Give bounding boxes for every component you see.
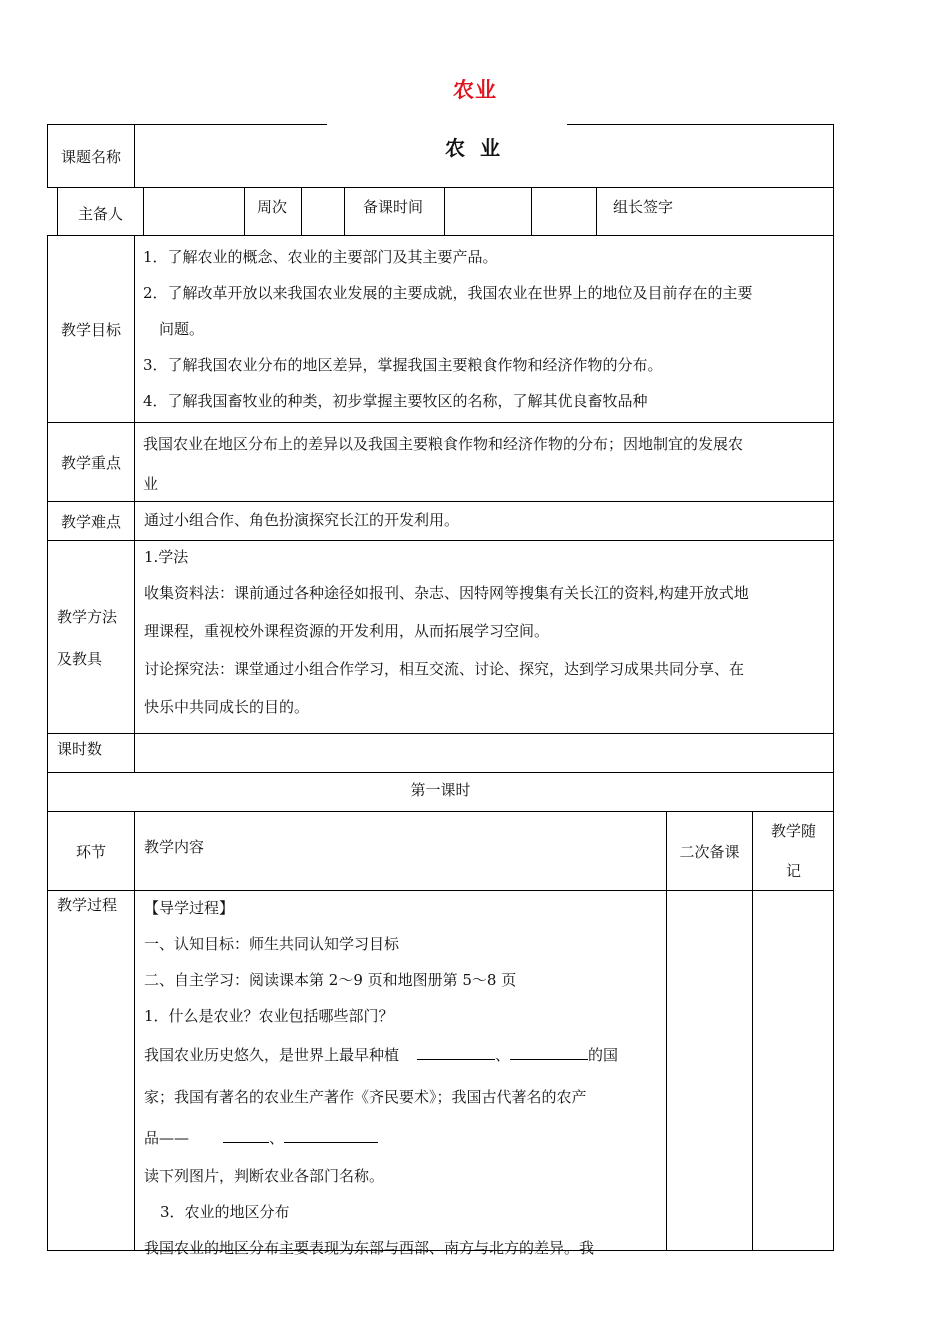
methods-line: 1.学法 xyxy=(144,548,189,566)
objective-item: 3．了解我国农业分布的地区差异，掌握我国主要粮食作物和经济作物的分布。 xyxy=(143,356,663,374)
hours-label: 课时数 xyxy=(57,740,103,758)
process-fill-line xyxy=(144,1034,662,1076)
process-content xyxy=(144,890,662,1266)
process-line: 我国农业的地区分布主要表现为东部与西部、南方与北方的差异。我 xyxy=(144,1239,595,1257)
methods-line: 讨论探究法：课堂通过小组合作学习，相互交流、讨论、探究，达到学习成果共同分享、在 xyxy=(144,660,745,678)
objectives-content xyxy=(135,235,834,423)
table-top-gap xyxy=(327,122,567,126)
answer-blank[interactable] xyxy=(223,1124,269,1143)
key-points-line: 我国农业在地区分布上的差异以及我国主要粮食作物和经济作物的分布；因地制宜的发展农 xyxy=(143,435,744,453)
process-line: 家；我国有著名的农业生产著作《齐民要术》；我国古代著名的农产 xyxy=(144,1088,587,1106)
methods-content xyxy=(144,544,834,726)
preparer-value xyxy=(143,187,245,236)
hours-row xyxy=(47,733,834,773)
process-text: 我国农业历史悠久，是世界上最早种植 xyxy=(144,1046,400,1064)
key-points-content xyxy=(135,420,834,508)
methods-label xyxy=(57,596,117,680)
key-points-label: 教学重点 xyxy=(47,422,135,502)
process-second-prep-cell xyxy=(666,890,753,1251)
topic-label: 课题名称 xyxy=(60,147,121,166)
prep-time-extra xyxy=(531,187,597,236)
prep-time-value xyxy=(444,187,532,236)
column-notes-line: 教学随 xyxy=(770,822,816,840)
topic-value: 农 业 xyxy=(445,136,504,160)
objective-item: 2．了解改革开放以来我国农业发展的主要成就，我国农业在世界上的地位及目前存在的主要 xyxy=(143,284,753,302)
objective-item: 4．了解我国畜牧业的种类，初步掌握主要牧区的名称，了解其优良畜牧品种 xyxy=(143,392,648,410)
difficulty-text: 通过小组合作、角色扮演探究长江的开发利用。 xyxy=(144,511,460,529)
prep-time-label: 备课时间 xyxy=(363,198,424,216)
process-line: 【导学过程】 xyxy=(144,899,235,917)
methods-line: 快乐中共同成长的目的。 xyxy=(144,698,310,716)
column-notes xyxy=(753,811,834,891)
process-text: 、 xyxy=(495,1046,511,1064)
column-content: 教学内容 xyxy=(144,838,205,856)
methods-label-line: 及教具 xyxy=(57,650,103,668)
objective-item: 1．了解农业的概念、农业的主要部门及其主要产品。 xyxy=(143,248,498,266)
process-stage-cell xyxy=(47,890,135,1251)
methods-line: 理课程，重视校外课程资源的开发利用，从而拓展学习空间。 xyxy=(144,622,550,640)
column-second-prep: 二次备课 xyxy=(666,811,753,891)
process-line: 读下列图片，判断农业各部门名称。 xyxy=(144,1167,385,1185)
document-title: 农业 xyxy=(453,77,497,102)
answer-blank[interactable] xyxy=(510,1041,588,1060)
week-value xyxy=(301,187,345,236)
answer-blank[interactable] xyxy=(417,1041,495,1060)
process-line: 二、自主学习：阅读课本第 2～9 页和地图册第 5～8 页 xyxy=(144,971,517,989)
objectives-label: 教学目标 xyxy=(47,235,135,423)
process-line: 3．农业的地区分布 xyxy=(160,1203,290,1221)
lesson-plan-table xyxy=(47,124,834,1257)
objective-item: 问题。 xyxy=(159,320,205,338)
key-points-line: 业 xyxy=(143,475,159,493)
process-line: 一、认知目标：师生共同认知学习目标 xyxy=(144,935,400,953)
process-fill-line xyxy=(144,1118,662,1158)
difficulty-label: 教学难点 xyxy=(47,501,135,541)
process-text: 、 xyxy=(269,1129,285,1147)
column-notes-line: 记 xyxy=(785,862,801,880)
process-stage-label: 教学过程 xyxy=(57,896,118,914)
process-text: 的国 xyxy=(588,1046,619,1064)
process-line: 1．什么是农业？农业包括哪些部门？ xyxy=(144,1007,394,1025)
lesson-title: 第一课时 xyxy=(47,772,834,812)
week-label: 周次 xyxy=(257,198,288,216)
methods-label-line: 教学方法 xyxy=(57,608,118,626)
process-text: 品—— xyxy=(144,1129,190,1147)
column-stage: 环节 xyxy=(47,811,135,891)
leader-sign-label: 组长签字 xyxy=(613,198,674,216)
answer-blank[interactable] xyxy=(284,1124,378,1143)
preparer-label: 主备人 xyxy=(77,204,123,223)
methods-line: 收集资料法：课前通过各种途径如报刊、杂志、因特网等搜集有关长江的资料,构建开放式地 xyxy=(144,584,749,602)
